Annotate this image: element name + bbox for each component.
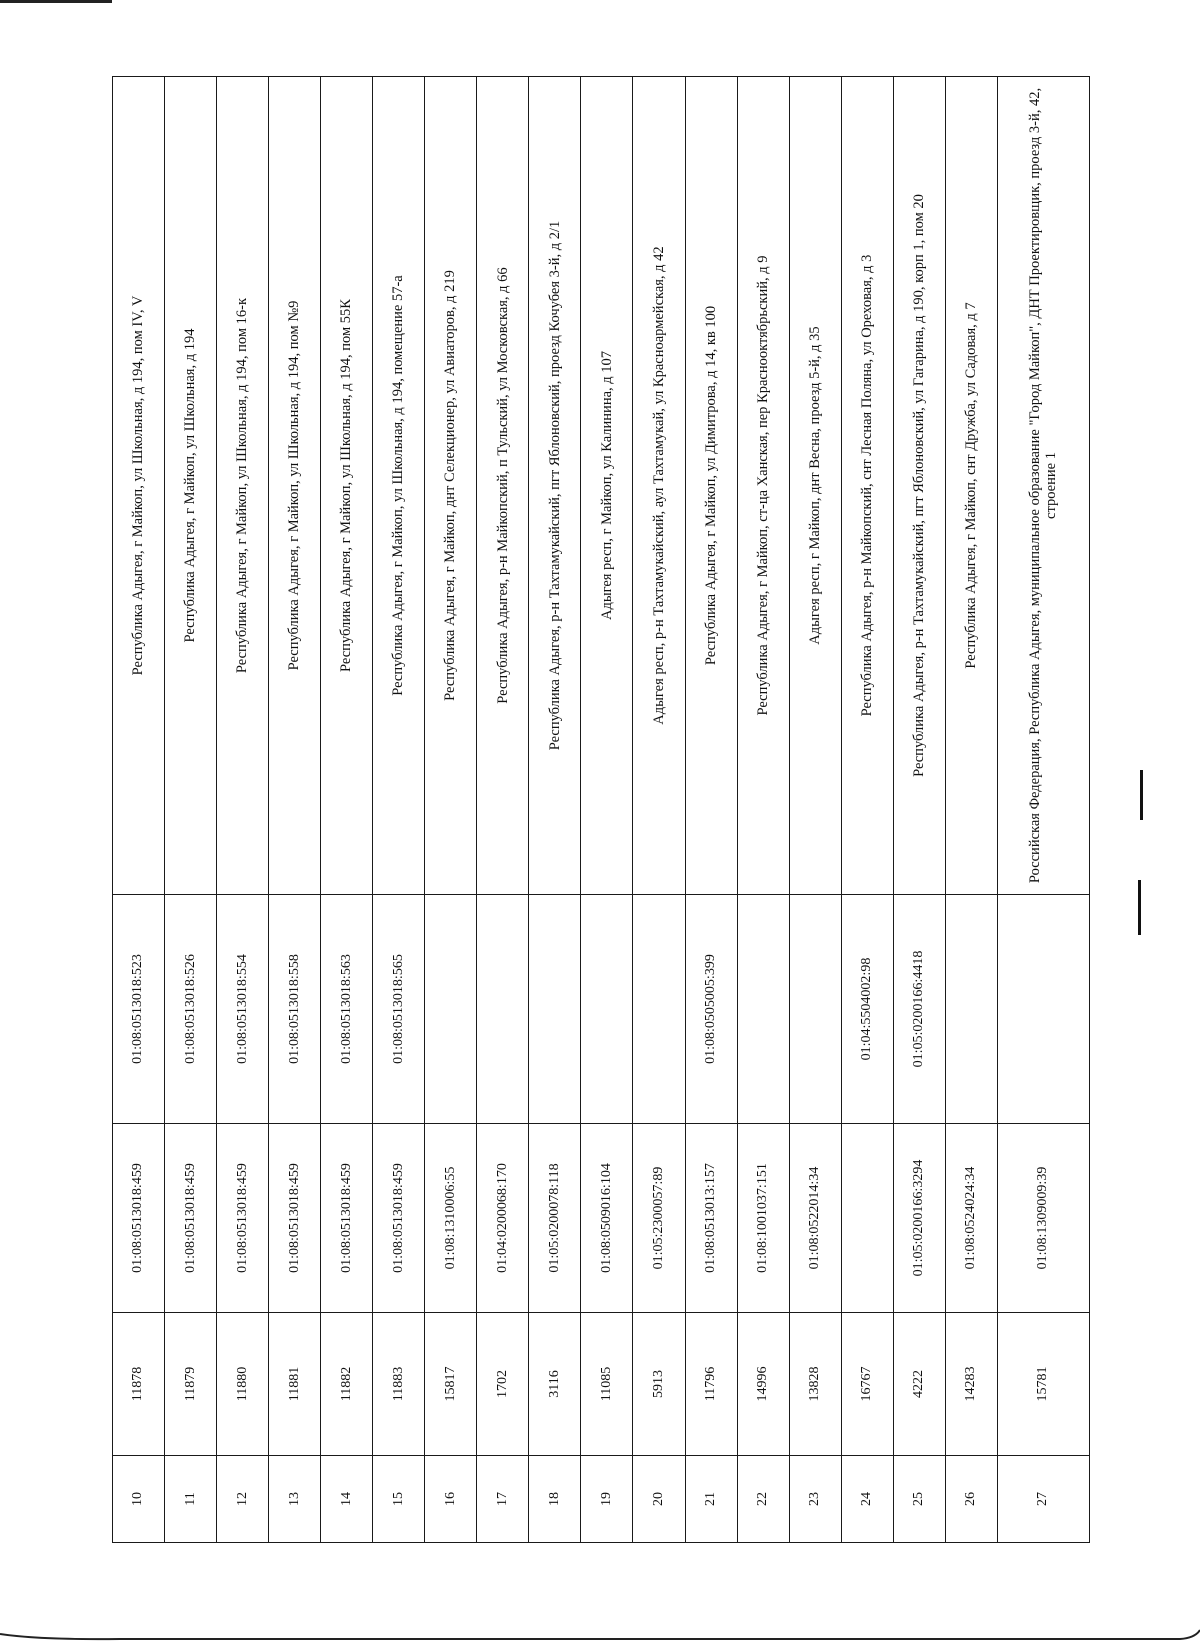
object-id-cell: 11796: [685, 1313, 737, 1456]
address-cell: Республика Адыгея, р-н Майкопский, снт Лесная Поляна, ул Ореховая, д 3: [841, 77, 893, 895]
row-number-cell: 16: [425, 1456, 477, 1543]
address-cell: Республика Адыгея, г Майкоп, ул Школьная, д 194, пом 55К: [321, 77, 373, 895]
object-id-cell: 5913: [633, 1313, 685, 1456]
parcel-cadastral-number-cell: 01:08:0513018:459: [269, 1124, 321, 1313]
table-row: [373, 77, 425, 1543]
registry-table: [112, 76, 1090, 1543]
row-number-cell: 22: [737, 1456, 789, 1543]
scan-edge-mark: [0, 0, 112, 3]
object-id-cell: 11879: [165, 1313, 217, 1456]
object-cadastral-number-cell: [737, 895, 789, 1124]
address-cell: Республика Адыгея, г Майкоп, ул Школьная, д 194, пом 16-к: [217, 77, 269, 895]
scan-page-curl: [0, 1626, 1200, 1646]
address-cell: Республика Адыгея, г Майкоп, ул Школьная, д 194, пом IV, V: [113, 77, 165, 895]
object-cadastral-number-cell: 01:08:0513018:554: [217, 895, 269, 1124]
row-number-cell: 27: [997, 1456, 1089, 1543]
parcel-cadastral-number-cell: 01:08:1310006:55: [425, 1124, 477, 1313]
parcel-cadastral-number-cell: 01:05:0200166:3294: [893, 1124, 945, 1313]
table-row: [997, 77, 1089, 1543]
row-number-cell: 26: [945, 1456, 997, 1543]
scan-margin-mark: [1140, 770, 1143, 820]
table-row: [425, 77, 477, 1543]
parcel-cadastral-number-cell: 01:08:0524024:34: [945, 1124, 997, 1313]
row-number-cell: 12: [217, 1456, 269, 1543]
table-row: [789, 77, 841, 1543]
object-cadastral-number-cell: [425, 895, 477, 1124]
table-row: [841, 77, 893, 1543]
row-number-cell: 18: [529, 1456, 581, 1543]
row-number-cell: 19: [581, 1456, 633, 1543]
object-id-cell: 11880: [217, 1313, 269, 1456]
object-cadastral-number-cell: [789, 895, 841, 1124]
registry-table-body: [113, 77, 1090, 1543]
address-cell: Республика Адыгея, г Майкоп, ул Димитрова, д 14, кв 100: [685, 77, 737, 895]
table-row: [113, 77, 165, 1543]
object-id-cell: 15781: [997, 1313, 1089, 1456]
table-row: [893, 77, 945, 1543]
object-id-cell: 14996: [737, 1313, 789, 1456]
object-cadastral-number-cell: 01:08:0513018:565: [373, 895, 425, 1124]
table-row: [529, 77, 581, 1543]
address-cell: Республика Адыгея, р-н Майкопский, п Тульский, ул Московская, д 66: [477, 77, 529, 895]
object-cadastral-number-cell: 01:08:0513018:563: [321, 895, 373, 1124]
parcel-cadastral-number-cell: 01:08:0513018:459: [113, 1124, 165, 1313]
parcel-cadastral-number-cell: 01:08:0509016:104: [581, 1124, 633, 1313]
parcel-cadastral-number-cell: 01:05:0200078:118: [529, 1124, 581, 1313]
object-id-cell: 3116: [529, 1313, 581, 1456]
object-cadastral-number-cell: [945, 895, 997, 1124]
row-number-cell: 25: [893, 1456, 945, 1543]
object-id-cell: 16767: [841, 1313, 893, 1456]
parcel-cadastral-number-cell: 01:08:0513018:459: [217, 1124, 269, 1313]
scan-margin-mark: [1138, 880, 1141, 935]
row-number-cell: 20: [633, 1456, 685, 1543]
row-number-cell: 15: [373, 1456, 425, 1543]
row-number-cell: 10: [113, 1456, 165, 1543]
parcel-cadastral-number-cell: [841, 1124, 893, 1313]
row-number-cell: 23: [789, 1456, 841, 1543]
table-row: [321, 77, 373, 1543]
row-number-cell: 21: [685, 1456, 737, 1543]
table-row: [945, 77, 997, 1543]
object-id-cell: 11878: [113, 1313, 165, 1456]
table-row: [633, 77, 685, 1543]
object-cadastral-number-cell: 01:08:0513018:526: [165, 895, 217, 1124]
object-id-cell: 15817: [425, 1313, 477, 1456]
parcel-cadastral-number-cell: 01:04:0200068:170: [477, 1124, 529, 1313]
address-cell: Республика Адыгея, г Майкоп, днт Селекционер, ул Авиаторов, д 219: [425, 77, 477, 895]
table-row: [737, 77, 789, 1543]
row-number-cell: 14: [321, 1456, 373, 1543]
object-cadastral-number-cell: 01:08:0513018:558: [269, 895, 321, 1124]
object-id-cell: 11881: [269, 1313, 321, 1456]
address-cell: Республика Адыгея, г Майкоп, ул Школьная, д 194, пом №9: [269, 77, 321, 895]
row-number-cell: 24: [841, 1456, 893, 1543]
parcel-cadastral-number-cell: 01:08:0513018:459: [321, 1124, 373, 1313]
object-cadastral-number-cell: [633, 895, 685, 1124]
object-cadastral-number-cell: 01:05:0200166:4418: [893, 895, 945, 1124]
object-id-cell: 14283: [945, 1313, 997, 1456]
row-number-cell: 17: [477, 1456, 529, 1543]
object-cadastral-number-cell: [529, 895, 581, 1124]
address-cell: Республика Адыгея, г Майкоп, ул Школьная, д 194, помещение 57-а: [373, 77, 425, 895]
address-cell: Республика Адыгея, г Майкоп, ст-ца Ханская, пер Краснооктябрьский, д 9: [737, 77, 789, 895]
object-id-cell: 11883: [373, 1313, 425, 1456]
row-number-cell: 13: [269, 1456, 321, 1543]
object-id-cell: 4222: [893, 1313, 945, 1456]
parcel-cadastral-number-cell: 01:08:0513013:157: [685, 1124, 737, 1313]
address-cell: Республика Адыгея, г Майкоп, снт Дружба, ул Садовая, д 7: [945, 77, 997, 895]
table-row: [477, 77, 529, 1543]
table-row: [269, 77, 321, 1543]
address-cell: Республика Адыгея, р-н Тахтамукайский, пгт Яблоновский, проезд Кочубея 3-й, д 2/1: [529, 77, 581, 895]
object-cadastral-number-cell: [581, 895, 633, 1124]
table-row: [165, 77, 217, 1543]
row-number-cell: 11: [165, 1456, 217, 1543]
object-cadastral-number-cell: 01:08:0505005:399: [685, 895, 737, 1124]
parcel-cadastral-number-cell: 01:08:0513018:459: [373, 1124, 425, 1313]
rotated-table-frame: [112, 77, 1090, 1543]
object-id-cell: 11882: [321, 1313, 373, 1456]
address-cell: Республика Адыгея, г Майкоп, ул Школьная, д 194: [165, 77, 217, 895]
object-cadastral-number-cell: [997, 895, 1089, 1124]
object-id-cell: 1702: [477, 1313, 529, 1456]
table-row: [217, 77, 269, 1543]
parcel-cadastral-number-cell: 01:05:2300057:89: [633, 1124, 685, 1313]
address-cell: Российская Федерация, Республика Адыгея, муниципальное образование "Город Майкоп", ДНТ Проектировщик, проезд 3-й, 42, строение 1: [997, 77, 1089, 895]
parcel-cadastral-number-cell: 01:08:1001037:151: [737, 1124, 789, 1313]
object-cadastral-number-cell: 01:08:0513018:523: [113, 895, 165, 1124]
parcel-cadastral-number-cell: 01:08:0513018:459: [165, 1124, 217, 1313]
object-cadastral-number-cell: [477, 895, 529, 1124]
address-cell: Республика Адыгея, р-н Тахтамукайский, пгт Яблоновский, ул Гагарина, д 190, корп 1, пом 20: [893, 77, 945, 895]
object-id-cell: 11085: [581, 1313, 633, 1456]
parcel-cadastral-number-cell: 01:08:0522014:34: [789, 1124, 841, 1313]
address-cell: Адыгея респ, г Майкоп, ул Калинина, д 107: [581, 77, 633, 895]
address-cell: Адыгея респ, р-н Тахтамукайский, аул Тахтамукай, ул Красноармейская, д 42: [633, 77, 685, 895]
object-cadastral-number-cell: 01:04:5504002:98: [841, 895, 893, 1124]
object-id-cell: 13828: [789, 1313, 841, 1456]
table-row: [581, 77, 633, 1543]
address-cell: Адыгея респ, г Майкоп, днт Весна, проезд 5-й, д 35: [789, 77, 841, 895]
parcel-cadastral-number-cell: 01:08:1309009:39: [997, 1124, 1089, 1313]
table-row: [685, 77, 737, 1543]
